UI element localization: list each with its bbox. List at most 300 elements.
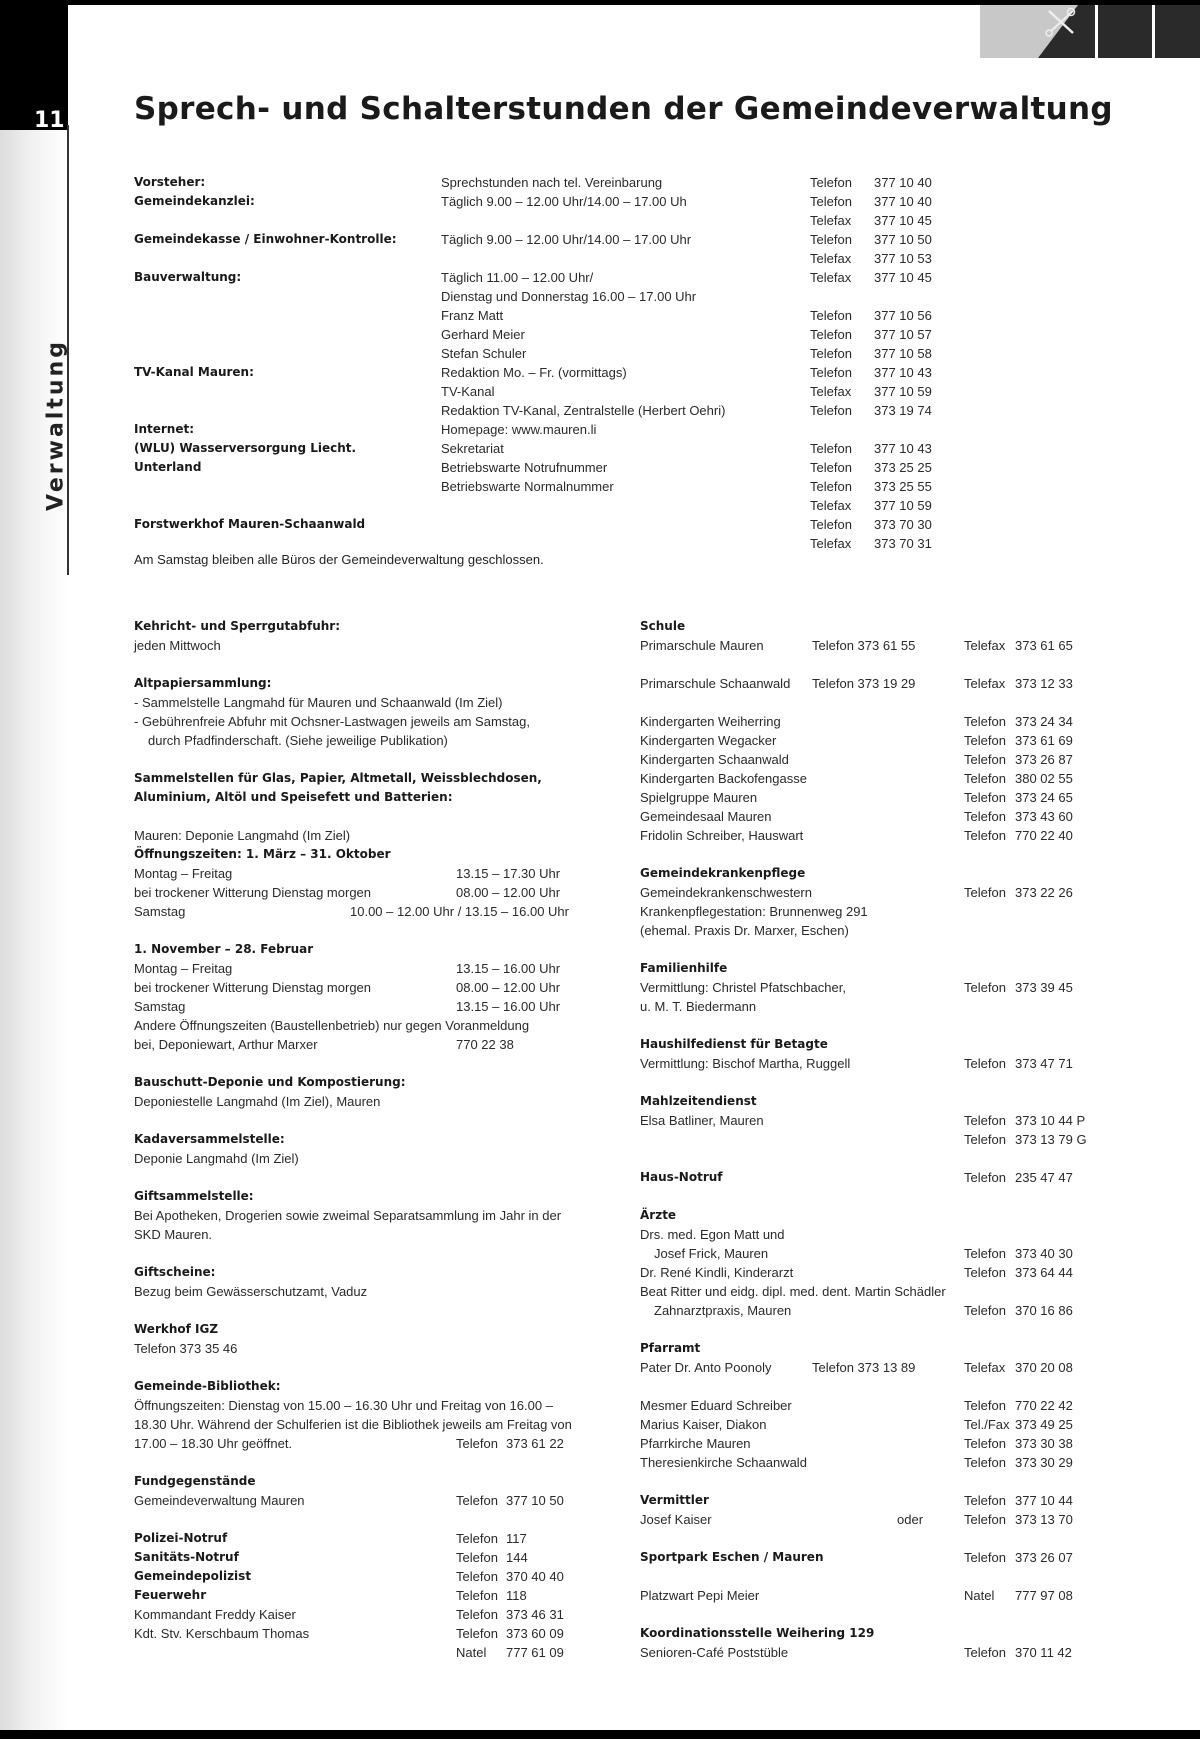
row-info: Täglich 9.00 – 12.00 Uhr/14.00 – 17.00 Uh [441, 194, 687, 209]
list-item [640, 1491, 1110, 1510]
entry-heading: Fundgegenstände [134, 1474, 256, 1488]
list-item [134, 1339, 614, 1358]
page-title: Sprech- und Schalterstunden der Gemeindeverwaltung [134, 91, 1113, 127]
phone-number: 377 10 45 [874, 270, 932, 285]
phone-number: 373 24 65 [1015, 790, 1073, 805]
closure-note: Am Samstag bleiben alle Büros der Gemeindeverwaltung geschlossen. [134, 552, 544, 567]
row-info: Redaktion TV-Kanal, Zentralstelle (Herbert Oehri) [441, 403, 726, 418]
phone-number: 373 43 60 [1015, 809, 1073, 824]
entry-heading: Sportpark Eschen / Mauren [640, 1550, 824, 1564]
contact-type: Natel [456, 1645, 487, 1660]
contact-type: Telefon [964, 1512, 1006, 1527]
entry-middle: Telefon 373 61 55 [812, 638, 916, 653]
phone-number: 373 12 33 [1015, 676, 1073, 691]
list-item [134, 826, 614, 845]
contact-type: Telefon [964, 809, 1006, 824]
row-info: Dienstag und Donnerstag 16.00 – 17.00 Uhr [441, 289, 697, 304]
entry-text: 17.00 – 18.30 Uhr geöffnet. [134, 1436, 293, 1451]
list-item [640, 1206, 1110, 1225]
table-row [134, 211, 1034, 230]
entry-hours: 13.15 – 16.00 Uhr [456, 999, 561, 1014]
list-item [640, 636, 1110, 655]
list-item [134, 1092, 614, 1111]
list-item [640, 750, 1110, 769]
list-item [134, 1206, 614, 1225]
entry-text: Mesmer Eduard Schreiber [640, 1398, 792, 1413]
list-item [640, 1225, 1110, 1244]
entry-text: Kindergarten Backofengasse [640, 771, 807, 786]
entry-heading: Öffnungszeiten: 1. März – 31. Oktober [134, 847, 391, 861]
entry-heading: Sanitäts-Notruf [134, 1550, 239, 1564]
entry-heading: Gemeinde-Bibliothek: [134, 1379, 281, 1393]
entry-text: Telefon 373 35 46 [134, 1341, 238, 1356]
entry-text: Josef Frick, Mauren [654, 1246, 769, 1261]
entry-text: Fridolin Schreiber, Hauswart [640, 828, 804, 843]
phone-number: 373 39 45 [1015, 980, 1073, 995]
list-item [134, 1187, 614, 1206]
contact-type: Telefon [810, 365, 852, 380]
contact-type: Telefon [810, 517, 852, 532]
entry-middle: Telefon 373 19 29 [812, 676, 916, 691]
contact-type: Telefon [964, 1550, 1006, 1565]
list-item [640, 1434, 1110, 1453]
contact-type: Telefax [964, 638, 1006, 653]
contact-type: Telefon [456, 1588, 498, 1603]
row-label: Forstwerkhof Mauren-Schaanwald [134, 517, 366, 531]
list-item [640, 731, 1110, 750]
table-row [134, 173, 1034, 192]
entry-heading: Haushilfedienst für Betagte [640, 1037, 828, 1051]
list-item [134, 1377, 614, 1396]
contact-type: Telefon [964, 1493, 1006, 1508]
entry-text: Kindergarten Wegacker [640, 733, 777, 748]
entry-text: Vermittlung: Bischof Martha, Ruggell [640, 1056, 851, 1071]
entry-text: Pater Dr. Anto Poonoly [640, 1360, 772, 1375]
list-item [134, 1472, 614, 1491]
entry-text: Elsa Batliner, Mauren [640, 1113, 764, 1128]
entry-text: Kindergarten Schaanwald [640, 752, 789, 767]
phone-number: 373 30 29 [1015, 1455, 1073, 1470]
phone-number: 377 10 56 [874, 308, 932, 323]
contact-type: Telefon [810, 175, 852, 190]
entry-heading: Kadaversammelstelle: [134, 1132, 285, 1146]
entry-heading: Haus-Notruf [640, 1170, 723, 1184]
entry-heading: Werkhof IGZ [134, 1322, 219, 1336]
entry-text: - Sammelstelle Langmahd für Mauren und Schaanwald (Im Ziel) [134, 695, 503, 710]
list-item [640, 1244, 1110, 1263]
phone-number: 770 22 42 [1015, 1398, 1073, 1413]
section-tab-label: Verwaltung [43, 339, 69, 511]
entry-text: Bezug beim Gewässerschutzamt, Vaduz [134, 1284, 368, 1299]
list-item [640, 1168, 1110, 1187]
row-info: Stefan Schuler [441, 346, 527, 361]
contact-type: Telefon [964, 771, 1006, 786]
list-item [640, 712, 1110, 731]
phone-number: 373 70 30 [874, 517, 932, 532]
row-info: Betriebswarte Notrufnummer [441, 460, 608, 475]
table-row [134, 382, 1034, 401]
row-label: Vorsteher: [134, 175, 206, 189]
list-item [640, 1111, 1110, 1130]
contact-type: Telefon [964, 1113, 1006, 1128]
entry-heading: Sammelstellen für Glas, Papier, Altmetall, Weissblechdosen, [134, 771, 542, 785]
list-item [134, 1396, 614, 1415]
phone-number: 370 11 42 [1015, 1645, 1072, 1660]
entry-text: Mauren: Deponie Langmahd (Im Ziel) [134, 828, 351, 843]
phone-number: 373 25 55 [874, 479, 932, 494]
phone-number: 370 20 08 [1015, 1360, 1073, 1375]
list-item [134, 1434, 614, 1453]
row-info: Redaktion Mo. – Fr. (vormittags) [441, 365, 627, 380]
phone-number: 770 22 40 [1015, 828, 1073, 843]
contact-type: Telefon [964, 1265, 1006, 1280]
entry-heading: Ärzte [640, 1208, 677, 1222]
list-item [640, 1092, 1110, 1111]
phone-number: 370 40 40 [506, 1569, 564, 1584]
entry-heading: Gemeindekrankenpflege [640, 866, 806, 880]
entry-hours: 770 22 38 [456, 1037, 514, 1052]
phone-number: 377 10 59 [874, 384, 932, 399]
entry-text: Primarschule Schaanwald [640, 676, 791, 691]
list-item [640, 1548, 1110, 1567]
list-item [640, 1054, 1110, 1073]
contact-type: Natel [964, 1588, 995, 1603]
list-item [134, 1282, 614, 1301]
list-item [134, 1320, 614, 1339]
entry-text: Senioren-Café Poststüble [640, 1645, 789, 1660]
row-label: (WLU) Wasserversorgung Liecht. [134, 441, 357, 455]
table-row [134, 306, 1034, 325]
entry-heading: Kehricht- und Sperrgutabfuhr: [134, 619, 340, 633]
list-item [640, 1130, 1110, 1149]
row-label: Unterland [134, 460, 202, 474]
entry-text: SKD Mauren. [134, 1227, 213, 1242]
phone-number: 377 10 43 [874, 441, 932, 456]
list-item [640, 1643, 1110, 1662]
contact-type: Telefon [456, 1626, 498, 1641]
list-item [134, 845, 614, 864]
entry-text: Andere Öffnungszeiten (Baustellenbetrieb) nur gegen Voranmeldung [134, 1018, 530, 1033]
phone-number: 377 10 58 [874, 346, 932, 361]
entry-text: Theresienkirche Schaanwald [640, 1455, 807, 1470]
table-row [134, 363, 1034, 382]
contact-type: Telefon [456, 1550, 498, 1565]
list-item [640, 1282, 1110, 1301]
entry-text: (ehemal. Praxis Dr. Marxer, Eschen) [640, 923, 849, 938]
list-item [640, 921, 1110, 940]
phone-number: 235 47 47 [1015, 1170, 1073, 1185]
contact-type: Telefax [810, 251, 852, 266]
contact-type: Telefax [810, 270, 852, 285]
entry-text: Primarschule Mauren [640, 638, 764, 653]
entry-text: Platzwart Pepi Meier [640, 1588, 760, 1603]
entry-text: Spielgruppe Mauren [640, 790, 758, 805]
entry-heading: Familienhilfe [640, 961, 728, 975]
table-row [134, 420, 1034, 439]
entry-middle: oder [897, 1512, 924, 1527]
entry-text: Pfarrkirche Mauren [640, 1436, 751, 1451]
phone-number: 377 10 50 [506, 1493, 564, 1508]
entry-hours: 13.15 – 16.00 Uhr [456, 961, 561, 976]
row-info: Sekretariat [441, 441, 504, 456]
entry-heading: Mahlzeitendienst [640, 1094, 757, 1108]
phone-number: 373 64 44 [1015, 1265, 1073, 1280]
list-item [134, 693, 614, 712]
list-item [134, 1415, 614, 1434]
right-column [640, 617, 1110, 1717]
contact-type: Telefax [810, 213, 852, 228]
contact-type: Telefon [964, 1436, 1006, 1451]
entry-heading: Schule [640, 619, 686, 633]
corner-graphic [980, 5, 1200, 58]
list-item [640, 864, 1110, 883]
contact-type: Telefon [964, 714, 1006, 729]
entry-text: Öffnungszeiten: Dienstag von 15.00 – 16.30 Uhr und Freitag von 16.00 – [134, 1398, 553, 1413]
list-item [640, 997, 1110, 1016]
contact-type: Telefon [964, 1398, 1006, 1413]
row-label: Bauverwaltung: [134, 270, 242, 284]
list-item [640, 769, 1110, 788]
contact-type: Telefon [810, 441, 852, 456]
list-item [640, 883, 1110, 902]
list-item [640, 1396, 1110, 1415]
phone-number: 373 13 70 [1015, 1512, 1073, 1527]
table-row [134, 325, 1034, 344]
phone-number: 373 19 74 [874, 403, 932, 418]
entry-text: Samstag [134, 999, 186, 1014]
table-row [134, 496, 1034, 515]
entry-heading: Altpapiersammlung: [134, 676, 272, 690]
entry-text: Deponie Langmahd (Im Ziel) [134, 1151, 299, 1166]
entry-heading: Vermittler [640, 1493, 709, 1507]
contact-type: Telefon [964, 733, 1006, 748]
office-hours-table [134, 173, 1034, 553]
phone-number: 373 61 69 [1015, 733, 1073, 748]
phone-number: 377 10 40 [874, 194, 932, 209]
phone-number: 117 [506, 1531, 527, 1546]
list-item [640, 1453, 1110, 1472]
list-item [640, 1358, 1110, 1377]
list-item [640, 959, 1110, 978]
list-item [134, 902, 614, 921]
contact-type: Telefon [456, 1436, 498, 1451]
entry-text: Gemeindesaal Mauren [640, 809, 772, 824]
entry-heading: Bauschutt-Deponie und Kompostierung: [134, 1075, 406, 1089]
left-column [134, 617, 614, 1717]
entry-hours: 13.15 – 17.30 Uhr [456, 866, 561, 881]
document-page [0, 5, 1200, 1730]
contact-type: Telefon [810, 232, 852, 247]
entry-text: Montag – Freitag [134, 866, 233, 881]
list-item [640, 1624, 1110, 1643]
phone-number: 377 10 57 [874, 327, 932, 342]
phone-number: 373 26 07 [1015, 1550, 1073, 1565]
list-item [640, 1510, 1110, 1529]
contact-type: Telefon [964, 752, 1006, 767]
table-row [134, 268, 1034, 287]
list-item [134, 997, 614, 1016]
list-item [134, 636, 614, 655]
row-label: TV-Kanal Mauren: [134, 365, 254, 379]
contact-type: Telefon [964, 980, 1006, 995]
row-info: TV-Kanal [441, 384, 495, 399]
entry-text: Kdt. Stv. Kerschbaum Thomas [134, 1626, 310, 1641]
phone-number: 373 47 71 [1015, 1056, 1073, 1071]
entry-text: Samstag [134, 904, 186, 919]
list-item [640, 788, 1110, 807]
phone-number: 373 13 79 G [1015, 1132, 1087, 1147]
row-info: Homepage: www.mauren.li [441, 422, 597, 437]
row-info: Gerhard Meier [441, 327, 525, 342]
row-label: Internet: [134, 422, 195, 436]
list-item [134, 864, 614, 883]
entry-heading: Polizei-Notruf [134, 1531, 228, 1545]
entry-text: - Gebührenfreie Abfuhr mit Ochsner-Lastwagen jeweils am Samstag, [134, 714, 530, 729]
row-info: Täglich 9.00 – 12.00 Uhr/14.00 – 17.00 Uhr [441, 232, 692, 247]
entry-text: Deponiestelle Langmahd (Im Ziel), Mauren [134, 1094, 381, 1109]
phone-number: 373 26 87 [1015, 752, 1073, 767]
phone-number: 777 61 09 [506, 1645, 564, 1660]
table-row [134, 230, 1034, 249]
contact-type: Telefon [456, 1531, 498, 1546]
list-item [134, 1605, 614, 1624]
list-item [134, 1225, 614, 1244]
list-item [640, 674, 1110, 693]
list-item [134, 1263, 614, 1282]
entry-text: Zahnarztpraxis, Mauren [654, 1303, 792, 1318]
contact-type: Telefon [810, 346, 852, 361]
phone-number: 373 49 25 [1015, 1417, 1073, 1432]
table-row [134, 287, 1034, 306]
row-label: Gemeindekasse / Einwohner-Kontrolle: [134, 232, 397, 246]
phone-number: 144 [506, 1550, 528, 1565]
entry-text: Montag – Freitag [134, 961, 233, 976]
tools-icon [1043, 7, 1079, 37]
table-row [134, 477, 1034, 496]
entry-text: Marius Kaiser, Diakon [640, 1417, 767, 1432]
phone-number: 777 97 08 [1015, 1588, 1073, 1603]
list-item [134, 1073, 614, 1092]
phone-number: 373 60 09 [506, 1626, 564, 1641]
entry-text: Josef Kaiser [640, 1512, 712, 1527]
entry-text: Drs. med. Egon Matt und [640, 1227, 785, 1242]
entry-heading: Feuerwehr [134, 1588, 207, 1602]
list-item [640, 807, 1110, 826]
entry-text: bei trockener Witterung Dienstag morgen [134, 980, 372, 995]
list-item [640, 1339, 1110, 1358]
entry-text: bei trockener Witterung Dienstag morgen [134, 885, 372, 900]
table-row [134, 192, 1034, 211]
row-info: Täglich 11.00 – 12.00 Uhr/ [441, 270, 594, 285]
entry-heading: Giftscheine: [134, 1265, 216, 1279]
contact-type: Telefon [964, 790, 1006, 805]
phone-number: 377 10 50 [874, 232, 932, 247]
list-item [134, 1035, 614, 1054]
phone-number: 377 10 44 [1015, 1493, 1073, 1508]
entry-text: Vermittlung: Christel Pfatschbacher, [640, 980, 846, 995]
list-item [640, 1415, 1110, 1434]
entry-heading: Pfarramt [640, 1341, 701, 1355]
section-tab [36, 335, 76, 515]
phone-number: 373 61 22 [506, 1436, 564, 1451]
contact-type: Telefon [810, 403, 852, 418]
list-item [640, 1263, 1110, 1282]
list-item [134, 731, 614, 750]
table-row [134, 249, 1034, 268]
list-item [134, 940, 614, 959]
contact-type: Telefon [456, 1607, 498, 1622]
list-item [134, 1586, 614, 1605]
entry-text: Dr. René Kindli, Kinderarzt [640, 1265, 794, 1280]
list-item [134, 617, 614, 636]
entry-text: Beat Ritter und eidg. dipl. med. dent. Martin Schädler [640, 1284, 946, 1299]
phone-number: 373 70 31 [874, 536, 932, 551]
contact-type: Telefon [810, 479, 852, 494]
entry-text: Bei Apotheken, Drogerien sowie zweimal Separatsammlung im Jahr in der [134, 1208, 562, 1223]
contact-type: Telefon [964, 1303, 1006, 1318]
list-item [134, 1529, 614, 1548]
phone-number: 377 10 43 [874, 365, 932, 380]
phone-number: 373 10 44 P [1015, 1113, 1086, 1128]
phone-number: 370 16 86 [1015, 1303, 1073, 1318]
entry-text: Kindergarten Weiherring [640, 714, 781, 729]
contact-type: Telefon [456, 1493, 498, 1508]
entry-heading: Giftsammelstelle: [134, 1189, 254, 1203]
phone-number: 373 24 34 [1015, 714, 1073, 729]
phone-number: 373 46 31 [506, 1607, 564, 1622]
phone-number: 373 25 25 [874, 460, 932, 475]
list-item [640, 1035, 1110, 1054]
row-info: Franz Matt [441, 308, 504, 323]
entry-heading: Aluminium, Altöl und Speisefett und Batterien: [134, 790, 453, 804]
contact-type: Telefon [810, 460, 852, 475]
list-item [134, 674, 614, 693]
list-item [134, 712, 614, 731]
list-item [640, 902, 1110, 921]
phone-number: 373 22 26 [1015, 885, 1073, 900]
entry-hours: 08.00 – 12.00 Uhr [456, 885, 561, 900]
contact-type: Telefon [810, 327, 852, 342]
contact-type: Telefax [810, 384, 852, 399]
list-item [134, 1149, 614, 1168]
entry-text: Kommandant Freddy Kaiser [134, 1607, 296, 1622]
list-item [640, 617, 1110, 636]
phone-number: 373 61 65 [1015, 638, 1073, 653]
table-row [134, 344, 1034, 363]
entry-text: Gemeindekrankenschwestern [640, 885, 812, 900]
contact-type: Telefon [964, 1246, 1006, 1261]
table-row [134, 458, 1034, 477]
list-item [640, 978, 1110, 997]
entry-heading: Gemeindepolizist [134, 1569, 252, 1583]
row-info: Betriebswarte Normalnummer [441, 479, 614, 494]
phone-number: 377 10 40 [874, 175, 932, 190]
phone-number: 373 40 30 [1015, 1246, 1073, 1261]
list-item [134, 769, 614, 788]
list-item [134, 1130, 614, 1149]
row-info: Sprechstunden nach tel. Vereinbarung [441, 175, 663, 190]
list-item [134, 883, 614, 902]
contact-type: Telefon [810, 308, 852, 323]
list-item [134, 1491, 614, 1510]
entry-heading: Koordinationsstelle Weihering 129 [640, 1626, 875, 1640]
contact-type: Telefon [964, 1056, 1006, 1071]
entry-text: bei, Deponiewart, Arthur Marxer [134, 1037, 318, 1052]
entry-text: Krankenpflegestation: Brunnenweg 291 [640, 904, 868, 919]
list-item [134, 1548, 614, 1567]
contact-type: Telefax [964, 676, 1006, 691]
list-item [134, 1567, 614, 1586]
